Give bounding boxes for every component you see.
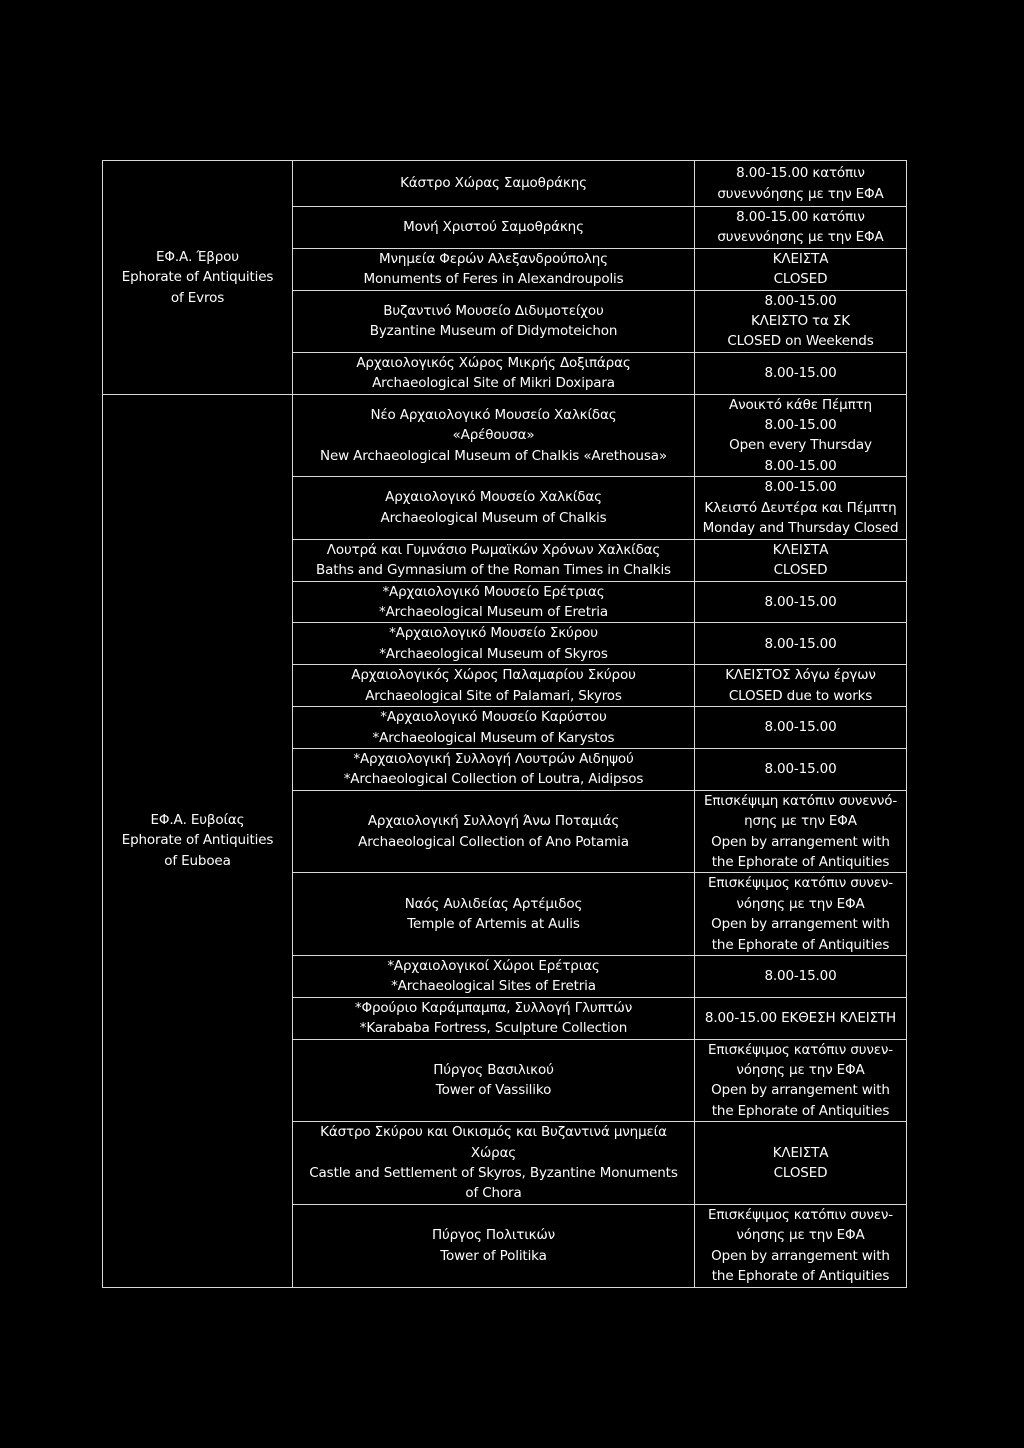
text-line: Βυζαντινό Μουσείο Διδυμοτείχου [383, 302, 604, 319]
text-line: CLOSED due to works [728, 687, 873, 704]
text-line: 8.00-15.00 κατόπιν [736, 165, 865, 182]
text-line: 8.00-15.00 [764, 479, 837, 496]
text-line: *Αρχαιολογικό Μουσείο Ερέτριας [382, 583, 605, 600]
site-name-cell [293, 956, 695, 998]
text-line: ΚΛΕΙΣΤΑ [772, 250, 829, 267]
text-line: 8.00-15.00 ΕΚΘΕΣΗ ΚΛΕΙΣΤΗ [704, 1010, 897, 1027]
text-line: Πύργος Πολιτικών [431, 1227, 556, 1244]
site-name-cell [293, 873, 695, 956]
site-name-cell [293, 665, 695, 707]
text-line: CLOSED [773, 1165, 828, 1182]
text-line: Χώρας [470, 1144, 517, 1161]
site-name-cell [293, 581, 695, 623]
opening-hours-cell [695, 997, 907, 1039]
text-line: 8.00-15.00 [764, 593, 837, 610]
site-row [103, 161, 907, 207]
text-line: Open by arrangement with [711, 1082, 890, 1099]
opening-hours-cell [695, 790, 907, 873]
text-line: 8.00-15.00 [764, 365, 837, 382]
text-line: Επισκέψιμος κατόπιν συνεν- [707, 875, 894, 892]
site-name-cell [293, 790, 695, 873]
text-line: Ναός Αυλιδείας Αρτέμιδος [404, 895, 583, 912]
text-line: *Αρχαιολογική Συλλογή Λουτρών Αιδηψού [353, 750, 634, 767]
text-line: Αρχαιολογική Συλλογή Άνω Ποταμιάς [367, 813, 620, 830]
opening-hours-cell [695, 290, 907, 352]
text-line: Επισκέψιμος κατόπιν συνεν- [707, 1206, 894, 1223]
text-line: of Chora [465, 1185, 522, 1202]
opening-hours-cell [695, 539, 907, 581]
text-line: Monuments of Feres in Alexandroupolis [363, 271, 624, 288]
text-line: New Archaeological Museum of Chalkis «Arethousa» [320, 447, 667, 464]
text-line: 8.00-15.00 [764, 292, 837, 309]
text-line: νόησης με την ΕΦΑ [736, 1062, 865, 1079]
text-line: the Ephorate of Antiquities [711, 936, 890, 953]
text-line: *Archaeological Collection of Loutra, Aidipsos [343, 771, 644, 788]
text-line: ΚΛΕΙΣΤΑ [772, 541, 829, 558]
site-name-cell [293, 748, 695, 790]
opening-hours-cell [695, 665, 907, 707]
text-line: Αρχαιολογικός Χώρος Παλαμαρίου Σκύρου [351, 667, 636, 684]
text-line: Νέο Αρχαιολογικό Μουσείο Χαλκίδας [370, 406, 617, 423]
text-line: Ephorate of Antiquities [121, 832, 274, 849]
text-line: 8.00-15.00 κατόπιν [736, 209, 865, 225]
text-line: Επισκέψιμος κατόπιν συνεν- [707, 1041, 894, 1058]
text-line: Open by arrangement with [711, 833, 890, 850]
site-name-cell [293, 1122, 695, 1205]
opening-hours-cell [695, 748, 907, 790]
text-line: Baths and Gymnasium of the Roman Times in Chalkis [316, 562, 671, 578]
text-line: Μονή Χριστού Σαμοθράκης [403, 219, 584, 236]
text-line: Κάστρο Χώρας Σαμοθράκης [400, 175, 587, 192]
text-line: Castle and Settlement of Skyros, Byzantine Monuments [309, 1165, 678, 1182]
opening-hours-table-body [103, 161, 907, 1288]
text-line: *Archaeological Museum of Skyros [379, 645, 608, 662]
text-line: 8.00-15.00 [764, 635, 837, 652]
site-name-cell [293, 394, 695, 477]
text-line: Αρχαιολογικός Χώρος Μικρής Δοξιπάρας [356, 354, 631, 371]
text-line: of Evros [170, 289, 225, 306]
text-line: Archaeological Site of Mikri Doxipara [372, 375, 615, 392]
site-name-cell [293, 477, 695, 539]
opening-hours-cell [695, 873, 907, 956]
text-line: *Αρχαιολογικό Μουσείο Σκύρου [389, 625, 598, 642]
text-line: *Archaeological Museum of Eretria [379, 603, 608, 620]
text-line: Κλειστό Δευτέρα και Πέμπτη [704, 499, 897, 516]
site-name-cell [293, 1204, 695, 1287]
text-line: Open by arrangement with [711, 916, 890, 933]
text-line: Archaeological Site of Palamari, Skyros [365, 687, 622, 704]
ephorate-cell [103, 161, 293, 395]
text-line: Ανοικτό κάθε Πέμπτη [729, 396, 872, 413]
text-line: 8.00-15.00 [764, 417, 837, 434]
opening-hours-cell [695, 707, 907, 749]
text-line: Byzantine Museum of Didymoteichon [369, 323, 618, 340]
text-line: Archaeological Collection of Ano Potamia [358, 833, 629, 850]
site-name-cell [293, 539, 695, 581]
opening-hours-cell [695, 161, 907, 207]
text-line: *Archaeological Museum of Karystos [372, 729, 615, 746]
site-name-cell [293, 707, 695, 749]
site-name-cell [293, 248, 695, 290]
text-line: *Φρούριο Καράμπαμπα, Συλλογή Γλυπτών [354, 999, 633, 1016]
text-line: 8.00-15.00 [764, 761, 837, 778]
text-line: Monday and Thursday Closed [702, 520, 899, 537]
text-line: ΕΦ.Α. Έβρου [156, 248, 239, 265]
text-line: συνεννόησης με την ΕΦΑ [717, 185, 884, 202]
text-line: Open every Thursday [729, 437, 872, 454]
text-line: Open by arrangement with [711, 1247, 890, 1264]
text-line: the Ephorate of Antiquities [711, 1102, 890, 1119]
text-line: of Euboea [164, 852, 231, 869]
site-name-cell [293, 352, 695, 394]
text-line: ΚΛΕΙΣΤΟ τα ΣΚ [750, 313, 851, 330]
opening-hours-cell [695, 956, 907, 998]
text-line: ησης με την ΕΦΑ [744, 813, 857, 830]
ephorate-cell [103, 394, 293, 1287]
text-line: Αρχαιολογικό Μουσείο Χαλκίδας [385, 489, 602, 506]
opening-hours-cell [695, 1039, 907, 1122]
opening-hours-table [102, 160, 907, 1288]
text-line: the Ephorate of Antiquities [711, 853, 890, 870]
text-line: Λουτρά και Γυμνάσιο Ρωμαϊκών Χρόνων Χαλκίδας [326, 541, 661, 558]
text-line: CLOSED [773, 271, 828, 288]
text-line: «Αρέθουσα» [452, 427, 535, 444]
site-name-cell [293, 623, 695, 665]
opening-hours-cell [695, 394, 907, 477]
opening-hours-cell [695, 1204, 907, 1287]
opening-hours-cell [695, 581, 907, 623]
text-line: Κάστρο Σκύρου και Οικισμός και Βυζαντινά μνημεία [320, 1124, 667, 1141]
text-line: νόησης με την ΕΦΑ [736, 895, 865, 912]
site-row [103, 394, 907, 477]
site-name-cell [293, 161, 695, 207]
opening-hours-cell [695, 352, 907, 394]
text-line: the Ephorate of Antiquities [711, 1268, 890, 1285]
text-line: *Αρχαιολογικό Μουσείο Καρύστου [380, 709, 607, 726]
site-name-cell [293, 997, 695, 1039]
opening-hours-cell [695, 207, 907, 249]
text-line: *Αρχαιολογικοί Χώροι Ερέτριας [387, 958, 600, 974]
text-line: συνεννόησης με την ΕΦΑ [717, 229, 884, 246]
text-line: Tower of Politika [440, 1247, 547, 1264]
text-line: Archaeological Museum of Chalkis [380, 509, 607, 526]
text-line: CLOSED on Weekends [727, 333, 874, 350]
text-line: CLOSED [773, 562, 828, 578]
site-name-cell [293, 1039, 695, 1122]
text-line: ΕΦ.Α. Ευβοίας [150, 811, 245, 828]
text-line: Tower of Vassiliko [435, 1082, 552, 1099]
text-line: νόησης με την ΕΦΑ [736, 1227, 865, 1244]
text-line: Μνημεία Φερών Αλεξανδρούπολης [379, 250, 608, 267]
text-line: Πύργος Βασιλικού [433, 1062, 554, 1079]
text-line: 8.00-15.00 [764, 457, 837, 474]
opening-hours-cell [695, 477, 907, 539]
text-line: 8.00-15.00 [764, 968, 837, 985]
opening-hours-cell [695, 248, 907, 290]
text-line: *Karababa Fortress, Sculpture Collection [359, 1020, 628, 1037]
text-line: Επισκέψιμη κατόπιν συνεννό- [703, 792, 898, 809]
text-line: *Archaeological Sites of Eretria [391, 978, 596, 995]
site-name-cell [293, 290, 695, 352]
text-line: Ephorate of Antiquities [121, 269, 274, 286]
site-name-cell [293, 207, 695, 249]
text-line: Temple of Artemis at Aulis [407, 916, 580, 933]
text-line: 8.00-15.00 [764, 719, 837, 736]
text-line: ΚΛΕΙΣΤΑ [772, 1144, 829, 1161]
opening-hours-cell [695, 623, 907, 665]
opening-hours-cell [695, 1122, 907, 1205]
text-line: ΚΛΕΙΣΤΟΣ λόγω έργων [725, 667, 876, 684]
